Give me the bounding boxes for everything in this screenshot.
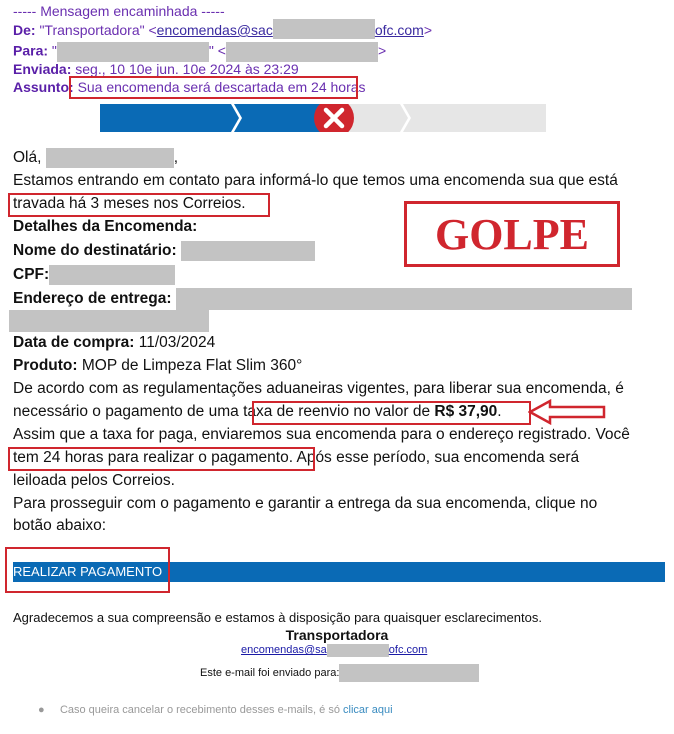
payment-info-line: Assim que a taxa for paga, enviaremos sua encomenda para o endereço registrado. Você bbox=[13, 426, 630, 443]
arrow-left-icon bbox=[528, 399, 608, 425]
proceed-line-2: botão abaixo: bbox=[13, 517, 107, 534]
sent-line bbox=[13, 61, 299, 77]
redacted-block bbox=[181, 241, 315, 261]
cpf-line: CPF: bbox=[13, 265, 175, 285]
delivery-progress-bar bbox=[100, 104, 546, 132]
highlight-box bbox=[69, 76, 358, 99]
from-line: De: "Transportadora" <encomendas@sac ofc.com> bbox=[13, 22, 432, 39]
product-line: Produto: MOP de Limpeza Flat Slim 360° bbox=[13, 357, 303, 374]
redacted-block bbox=[273, 19, 375, 39]
highlight-box bbox=[252, 401, 531, 425]
intro-line: Estamos entrando em contato para informá-lo que temos uma encomenda sua que está bbox=[13, 172, 618, 189]
auction-line: leiloada pelos Correios. bbox=[13, 472, 175, 489]
customs-line: De acordo com as regulamentações aduaneiras vigentes, para liberar sua encomenda, é bbox=[13, 380, 624, 397]
redacted-block bbox=[57, 42, 209, 62]
progress-step-1 bbox=[100, 104, 239, 132]
highlight-box bbox=[8, 447, 315, 471]
proceed-line: Para prosseguir com o pagamento e garantir a entrega da sua encomenda, clique no bbox=[13, 495, 598, 512]
sent-to-line: Este e-mail foi enviado para: bbox=[200, 664, 479, 682]
address-line: Endereço de entrega: bbox=[13, 288, 632, 310]
scam-warning-label: GOLPE bbox=[404, 201, 620, 267]
unsubscribe-line: ● Caso queira cancelar o recebimento desses e-mails, é só clicar aqui bbox=[38, 704, 393, 716]
intro-line-2: travada há 3 meses nos Correios. bbox=[13, 195, 246, 212]
error-x-icon bbox=[314, 104, 354, 132]
purchase-date-line: Data de compra: 11/03/2024 bbox=[13, 334, 216, 351]
to-line: Para: " " < > bbox=[13, 42, 386, 62]
subject-label: Assunto: bbox=[13, 79, 74, 95]
redacted-block bbox=[176, 288, 632, 310]
subject-value: Sua encomenda será descartada em 24 horas bbox=[77, 79, 366, 95]
deadline-line: tem 24 horas para realizar o pagamento. Após esse período, sua encomenda será bbox=[13, 449, 580, 466]
fee-line: necessário o pagamento de uma taxa de reenvio no valor de R$ 37,90. bbox=[13, 403, 502, 420]
redacted-block bbox=[46, 148, 174, 168]
recipient-line: Nome do destinatário: bbox=[13, 241, 315, 261]
fee-value: R$ 37,90 bbox=[434, 403, 498, 420]
thanks-text: Agradecemos a sua compreensão e estamos à disposição para quaisquer esclarecimentos. bbox=[13, 610, 542, 625]
progress-step-4 bbox=[403, 104, 546, 132]
redacted-block bbox=[9, 310, 209, 332]
redacted-block bbox=[339, 664, 479, 682]
details-title: Detalhes da Encomenda: bbox=[13, 218, 198, 235]
redacted-block bbox=[49, 265, 175, 285]
forward-title: ----- Mensagem encaminhada ----- bbox=[13, 3, 225, 19]
sent-value: seg., 10 10e jun. 10e 2024 às 23:29 bbox=[75, 61, 299, 77]
from-email-link[interactable]: encomendas@sac ofc.com bbox=[157, 22, 424, 38]
footer-email-link[interactable]: encomendas@sa ofc.com bbox=[241, 644, 428, 657]
sent-label: Enviada: bbox=[13, 61, 72, 77]
to-label: Para: bbox=[13, 42, 49, 59]
unsubscribe-link[interactable]: clicar aqui bbox=[343, 704, 393, 716]
greeting: Olá, , bbox=[13, 149, 179, 167]
company-name: Transportadora bbox=[285, 627, 389, 643]
redacted-block bbox=[226, 42, 378, 62]
from-label: De: bbox=[13, 22, 36, 38]
highlight-box bbox=[5, 547, 170, 593]
pay-button-label: REALIZAR PAGAMENTO bbox=[13, 564, 163, 579]
highlight-box bbox=[8, 193, 270, 217]
from-name: "Transportadora" < bbox=[39, 22, 157, 38]
